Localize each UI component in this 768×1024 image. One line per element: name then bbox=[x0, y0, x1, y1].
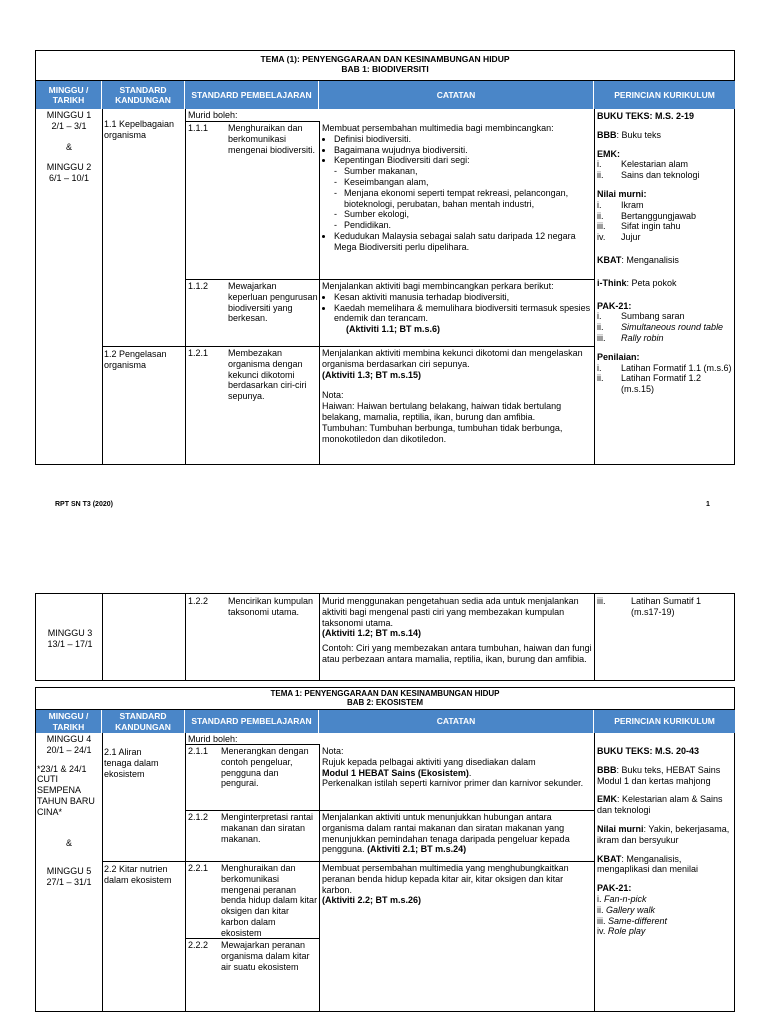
pak-item bbox=[597, 926, 734, 937]
sp-2-2-1 bbox=[188, 863, 318, 939]
header-catatan: CATATAN bbox=[319, 710, 594, 733]
sk-2-1: 2.1 Aliran tenaga dalam ekosistem bbox=[104, 747, 159, 779]
catatan-bullet: • Kesan aktiviti manusia terhadap biodiversiti, bbox=[334, 292, 592, 303]
item-num: i. bbox=[597, 311, 602, 322]
body-rows bbox=[36, 109, 734, 464]
tarikh-2: 6/1 – 10/1 bbox=[48, 173, 90, 184]
catatan-dash: - Pendidikan. bbox=[334, 220, 592, 231]
item-text: Ikram bbox=[621, 199, 644, 210]
emk-item bbox=[597, 159, 734, 170]
nota-tumbuhan: Tumbuhan: Tumbuhan berbunga, tumbuhan tidak berbunga, monokotiledon dan dikotiledon. bbox=[322, 422, 563, 444]
sp-text: Menghuraikan dan berkomunikasi mengenai biodiversiti. bbox=[228, 123, 316, 155]
tema-heading: TEMA 1: PENYENGGARAAN DAN KESINAMBUNGAN HIDUP bbox=[270, 689, 500, 698]
nilai-label: Nilai murni bbox=[597, 823, 644, 834]
tema-heading: TEMA (1): PENYENGGARAAN DAN KESINAMBUNGAN HIDUP bbox=[260, 54, 510, 64]
penilaian-item bbox=[597, 373, 734, 395]
header-perincian: PERINCIAN KURIKULUM bbox=[594, 710, 735, 733]
minggu-5: MINGGU 5 bbox=[46, 866, 92, 877]
sk-1-2: 1.2 Pengelasan organisma bbox=[104, 349, 167, 370]
catatan-contoh: Contoh: Ciri yang membezakan antara tumbuhan, haiwan dan fungi atau perbezaan antara mamalia, reptilia, ikan, burung dan amfibia. bbox=[322, 643, 592, 664]
item-text: Latihan Formatif 1.2 (m.s.15) bbox=[621, 373, 702, 395]
table-continuation bbox=[35, 593, 735, 681]
header-sp: STANDARD PEMBELAJARAN bbox=[185, 81, 319, 109]
ampersand: & bbox=[65, 837, 72, 848]
catatan-dash: - Sumber makanan, bbox=[334, 166, 592, 177]
nota-haiwan: Haiwan: Haiwan bertulang belakang, haiwan tidak bertulang belakang, mamalia, reptilia, ikan, burung dan amfibia. bbox=[322, 401, 562, 422]
nota-label: Nota: bbox=[322, 746, 344, 756]
item-text: Latihan Formatif 1.1 (m.s.6) bbox=[621, 362, 732, 373]
nilai-item bbox=[597, 211, 734, 222]
cuti-note: *23/1 & 24/1 CUTI SEMPENA TAHUN BARU CINA* bbox=[37, 763, 95, 817]
header-catatan: CATATAN bbox=[319, 81, 594, 109]
tarikh-1: 2/1 – 3/1 bbox=[51, 120, 87, 131]
emk bbox=[597, 794, 734, 816]
sp-text: Mencirikan kumpulan taksonomi utama. bbox=[228, 596, 314, 617]
catatan-3 bbox=[322, 348, 592, 444]
sp-1-1-1 bbox=[188, 123, 318, 155]
item-text: Fan-n-pick bbox=[604, 893, 647, 904]
sp-text: Mewajarkan keperluan pengurusan biodiversiti yang berkesan. bbox=[228, 281, 318, 324]
catatan-intro: Murid menggunakan pengetahuan sedia ada untuk menjalankan aktiviti bagi mengenal pasti ciri yang membezakan kumpulan taksonomi utama. bbox=[322, 596, 579, 628]
item-num: ii. bbox=[597, 322, 604, 333]
pak-item bbox=[597, 905, 734, 916]
ithink-text: : Peta pokok bbox=[626, 277, 677, 288]
minggu-1: MINGGU 1 bbox=[46, 110, 92, 120]
emk-text: : Kelestarian alam & Sains dan teknologi bbox=[597, 794, 723, 816]
table-bab2 bbox=[35, 687, 735, 1012]
header-perincian: PERINCIAN KURIKULUM bbox=[594, 81, 735, 109]
item-num: iii. bbox=[597, 596, 606, 606]
item-num: iii. bbox=[597, 915, 606, 926]
header-minggu: MINGGU / TARIKH bbox=[36, 710, 102, 733]
pak-item bbox=[597, 322, 734, 333]
item-text: Role play bbox=[607, 926, 646, 937]
item-text: Gallery walk bbox=[606, 904, 656, 915]
item-num: ii. bbox=[597, 373, 604, 384]
catatan-2-2-1 bbox=[322, 863, 592, 906]
item-text: Simultaneous round table bbox=[621, 322, 724, 333]
sp-code: 2.2.2 bbox=[188, 940, 209, 950]
nilai-item bbox=[597, 200, 734, 211]
kbat bbox=[597, 854, 734, 876]
pak-item bbox=[597, 894, 734, 905]
catatan-2-1-2 bbox=[322, 812, 592, 855]
item-num: ii. bbox=[597, 210, 604, 221]
catatan-dash: - Menjana ekonomi seperti tempat rekreasi, pelancongan, bioteknologi, perubatan, bahan mentah industri, bbox=[334, 188, 592, 210]
pak-item bbox=[597, 333, 734, 344]
header-sp: STANDARD PEMBELAJARAN bbox=[185, 710, 319, 733]
sp-code: 2.2.1 bbox=[188, 863, 209, 873]
catatan-bullet: • Kepentingan Biodiversiti dari segi: bbox=[334, 155, 592, 166]
nilai-text: : Yakin, bekerjasama, ikram dan bersyukur bbox=[597, 823, 730, 845]
murid-boleh: Murid boleh: bbox=[188, 734, 238, 744]
catatan-text: Membuat persembahan multimedia yang menghubungkaitkan peranan benda hidup kepada kitar air, kitar oksigen dan kitar karbon. bbox=[322, 863, 569, 895]
kbat-label: KBAT bbox=[597, 853, 622, 864]
tema-title bbox=[36, 688, 734, 710]
sk-2-2: 2.2 Kitar nutrien dalam ekosistem bbox=[104, 864, 172, 885]
item-text: Latihan Sumatif 1 (m.s17-19) bbox=[631, 596, 702, 617]
perincian-sumatif bbox=[597, 596, 734, 618]
sp-code: 1.2.2 bbox=[188, 596, 209, 606]
nilai-item bbox=[597, 232, 734, 243]
catatan-1 bbox=[322, 123, 592, 253]
kbat-text: : Menganalisis bbox=[621, 254, 679, 265]
table-bab1 bbox=[35, 50, 735, 465]
item-num: ii. bbox=[597, 904, 604, 915]
nota-text: Rujuk kepada pelbagai aktiviti yang disediakan dalam bbox=[322, 756, 536, 767]
sp-2-1-1 bbox=[188, 746, 318, 789]
murid-boleh: Murid boleh: bbox=[188, 110, 238, 120]
minggu-cell bbox=[37, 734, 101, 888]
minggu-3: MINGGU 3 13/1 – 17/1 bbox=[47, 628, 93, 649]
aktiviti-ref: (Aktiviti 1.1; BT m.s.6) bbox=[346, 324, 441, 335]
buku-teks: BUKU TEKS: M.S. 2-19 bbox=[597, 111, 695, 121]
catatan-2 bbox=[322, 281, 592, 335]
catatan-dash: - Sumber ekologi, bbox=[334, 209, 592, 220]
item-num: iv. bbox=[597, 926, 606, 937]
catatan-bullet: • Definisi biodiversiti. bbox=[334, 134, 592, 145]
sp-1-1-2 bbox=[188, 281, 318, 324]
sp-text: Menginterpretasi rantai makanan dan siratan makanan. bbox=[221, 812, 314, 844]
catatan-intro: Menjalankan aktiviti membina kekunci dikotomi dan mengelaskan organisma berdasarkan ciri sepunya. bbox=[322, 348, 583, 369]
item-num: iv. bbox=[597, 232, 606, 243]
tema-title bbox=[36, 51, 734, 81]
bbb bbox=[597, 130, 734, 141]
item-num: ii. bbox=[597, 170, 604, 181]
header-sk: STANDARD KANDUNGAN bbox=[102, 81, 185, 109]
bbb-text: : Buku teks, HEBAT Sains Modul 1 dan kertas mahjong bbox=[597, 764, 721, 786]
sp-text: Mewajarkan peranan organisma dalam kitar air suatu ekosistem bbox=[221, 940, 310, 972]
bbb-label: BBB bbox=[597, 764, 617, 775]
item-text: Sains dan teknologi bbox=[621, 170, 700, 181]
catatan-1-2-2 bbox=[322, 596, 592, 665]
pak-label: PAK-21: bbox=[597, 300, 632, 311]
catatan-intro: Menjalankan aktiviti bagi membincangkan perkara berikut: bbox=[322, 281, 554, 291]
item-num: i. bbox=[597, 893, 602, 904]
sp-code: 1.2.1 bbox=[188, 348, 209, 358]
buku-teks: BUKU TEKS: M.S. 20-43 bbox=[597, 746, 700, 756]
sp-1-2-2 bbox=[188, 596, 318, 618]
pak-label: PAK-21: bbox=[597, 883, 632, 894]
sp-text: Membezakan organisma dengan kekunci dikotomi berdasarkan ciri-ciri sepunya. bbox=[228, 348, 307, 402]
aktiviti-ref: (Aktiviti 2.1; BT m.s.24) bbox=[367, 844, 467, 855]
header-row bbox=[36, 710, 734, 733]
header-row bbox=[36, 81, 734, 109]
kbat-text: : Menganalisis, mengaplikasi dan menilai bbox=[597, 853, 699, 875]
ampersand: & bbox=[65, 141, 72, 152]
catatan-intro: Membuat persembahan multimedia bagi membincangkan: bbox=[322, 123, 554, 133]
item-text: Kelestarian alam bbox=[621, 159, 689, 170]
catatan-bullet: • Bagaimana wujudnya biodiversiti. bbox=[334, 145, 592, 156]
item-num: iii. bbox=[597, 221, 606, 232]
aktiviti-ref: (Aktiviti 2.2; BT m.s.26) bbox=[322, 895, 422, 906]
sp-code: 1.1.1 bbox=[188, 123, 209, 133]
catatan-dash: - Keseimbangan alam, bbox=[334, 177, 592, 188]
pak-item bbox=[597, 916, 734, 927]
ithink bbox=[597, 278, 734, 289]
catatan-2-1-1: Nota: Rujuk kepada pelbagai aktiviti yang disediakan dalam Modul 1 HEBAT Sains (Ekosistem). Perkenalkan istilah seperti karnivor primer dan karnivor sekunder. bbox=[322, 746, 592, 789]
footer-page-number: 1 bbox=[706, 501, 710, 508]
aktiviti-ref: (Aktiviti 1.2; BT m.s.14) bbox=[322, 628, 422, 639]
item-num: i. bbox=[597, 199, 602, 210]
sp-code: 2.1.2 bbox=[188, 812, 209, 822]
sp-text: Menerangkan dengan contoh pengeluar, pengguna dan pengurai. bbox=[221, 746, 309, 789]
emk-label: EMK: bbox=[597, 148, 620, 159]
bbb-label: BBB bbox=[597, 129, 617, 140]
catatan-text: Menjalankan aktiviti untuk menunjukkan hubungan antara organisma dalam rantai makanan dan siratan makanan yang menunjukkan pemindahan tenaga daripada pengeluar kepada pengguna. bbox=[322, 812, 570, 855]
item-num: i. bbox=[597, 362, 602, 373]
tarikh-4: 20/1 – 24/1 bbox=[46, 744, 92, 755]
tarikh-5: 27/1 – 31/1 bbox=[46, 877, 92, 888]
sp-2-1-2 bbox=[188, 812, 318, 844]
nota-label: Nota: bbox=[322, 390, 344, 401]
kbat bbox=[597, 255, 734, 266]
bbb bbox=[597, 765, 734, 787]
emk-item bbox=[597, 170, 734, 181]
pak-item bbox=[597, 311, 734, 322]
perincian-kurikulum bbox=[597, 746, 734, 937]
nilai-item bbox=[597, 221, 734, 232]
sp-2-2-2 bbox=[188, 940, 318, 972]
item-num: i. bbox=[597, 159, 602, 170]
nota-text: Perkenalkan istilah seperti karnivor primer dan karnivor sekunder. bbox=[322, 778, 584, 789]
minggu-4: MINGGU 4 bbox=[46, 734, 92, 744]
perincian-kurikulum bbox=[597, 111, 734, 395]
minggu-2: MINGGU 2 bbox=[46, 162, 92, 173]
kbat-label: KBAT bbox=[597, 254, 622, 265]
sk-1-1: 1.1 Kepelbagaian organisma bbox=[104, 119, 175, 140]
sp-1-2-1 bbox=[188, 348, 318, 402]
item-num: iii. bbox=[597, 332, 606, 343]
catatan-bullet: • Kaedah memelihara & memulihara biodiversiti termasuk spesies endemik dan terancam. bbox=[334, 303, 592, 325]
footer-left: RPT SN T3 (2020) bbox=[55, 501, 113, 508]
header-minggu: MINGGU / TARIKH bbox=[36, 81, 102, 109]
bbb-text: : Buku teks bbox=[616, 129, 662, 140]
nilai-label: Nilai murni: bbox=[597, 188, 647, 199]
ithink-label: i-Think bbox=[597, 277, 627, 288]
modul-hebat: Modul 1 HEBAT Sains (Ekosistem) bbox=[322, 767, 469, 778]
penilaian-label: Penilaian: bbox=[597, 351, 640, 362]
header-sk: STANDARD KANDUNGAN bbox=[102, 710, 185, 733]
bab-heading: BAB 1: BIODIVERSITI bbox=[341, 64, 429, 75]
sp-text: Menghuraikan dan berkomunikasi mengenai peranan benda hidup dalam kitar oksigen dan kitar karbon dalam ekosistem bbox=[221, 863, 318, 938]
item-text: Same-different bbox=[608, 915, 668, 926]
body-rows bbox=[36, 733, 734, 1011]
item-text: Rally robin bbox=[621, 332, 664, 343]
sp-code: 2.1.1 bbox=[188, 746, 209, 756]
catatan-bullet: • Kedudukan Malaysia sebagai salah satu daripada 12 negara Mega Biodiversiti perlu dipelihara. bbox=[334, 231, 592, 253]
item-text: Jujur bbox=[621, 232, 641, 243]
item-text: Sifat ingin tahu bbox=[621, 221, 681, 232]
aktiviti-ref: (Aktiviti 1.3; BT m.s.15) bbox=[322, 369, 422, 380]
item-text: Bertanggungjawab bbox=[621, 210, 697, 221]
emk-label: EMK bbox=[597, 794, 617, 805]
item-text: Sumbang saran bbox=[621, 311, 685, 322]
bab-heading: BAB 2: EKOSISTEM bbox=[346, 698, 423, 708]
minggu-cell bbox=[36, 110, 102, 184]
nilai bbox=[597, 824, 734, 846]
sp-code: 1.1.2 bbox=[188, 281, 209, 291]
penilaian-item bbox=[597, 363, 734, 374]
